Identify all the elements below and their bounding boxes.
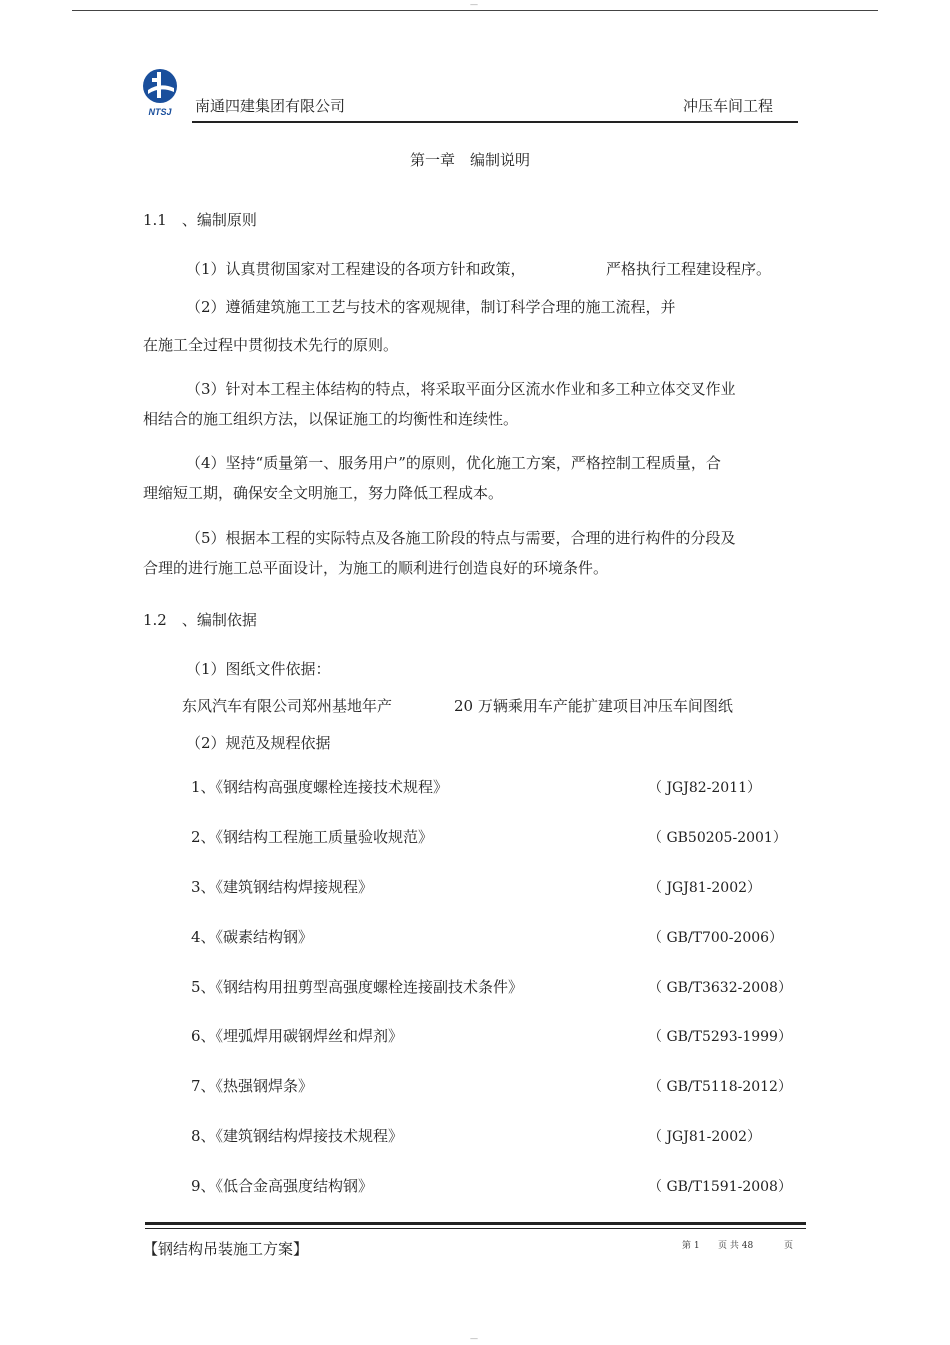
chapter-title: 第一章 编制说明 bbox=[410, 151, 531, 169]
standards-label: （2）规范及规程依据 bbox=[186, 734, 331, 752]
principle-5-line-1: （5）根据本工程的实际特点及各施工阶段的特点与需要，合理的进行构件的分段及 bbox=[186, 529, 736, 547]
project-name: 冲压车间工程 bbox=[683, 97, 774, 115]
standard-code: （ GB/T700-2006） bbox=[648, 930, 784, 946]
principle-4-line-1: （4）坚持“质量第一、服务用户”的原则，优化施工方案，严格控制工程质量，合 bbox=[186, 454, 721, 472]
bottom-mark: — bbox=[470, 1334, 478, 1343]
footer-page-total: 页 共 48 bbox=[718, 1241, 754, 1251]
standard-name: 9、《低合金高强度结构钢》 bbox=[191, 1177, 374, 1195]
standard-code: （ JGJ81-2002） bbox=[648, 880, 762, 896]
standard-code: （ GB/T5293-1999） bbox=[648, 1029, 792, 1045]
standard-code: （ GB/T5118-2012） bbox=[648, 1079, 792, 1095]
standard-name: 6、《埋弧焊用碳钢焊丝和焊剂》 bbox=[191, 1027, 404, 1045]
standard-code: （ GB50205-2001） bbox=[648, 830, 787, 846]
standard-name: 5、《钢结构用扭剪型高强度螺栓连接副技术条件》 bbox=[191, 978, 524, 996]
standard-code: （ JGJ81-2002） bbox=[648, 1129, 762, 1145]
footer-page-suffix: 页 bbox=[784, 1241, 794, 1251]
footer-rule-thin bbox=[145, 1228, 806, 1229]
company-name: 南通四建集团有限公司 bbox=[195, 97, 346, 115]
standard-code: （ GB/T1591-2008） bbox=[648, 1179, 792, 1195]
drawing-basis-part-b: 20 万辆乘用车产能扩建项目冲压车间图纸 bbox=[454, 697, 733, 715]
section-1-1-title: 1.1 、编制原则 bbox=[143, 211, 257, 229]
principle-2-line-2: 在施工全过程中贯彻技术先行的原则。 bbox=[143, 336, 399, 354]
top-rule bbox=[72, 10, 878, 11]
standard-name: 1、《钢结构高强度螺栓连接技术规程》 bbox=[191, 778, 449, 796]
principle-1-part-a: （1）认真贯彻国家对工程建设的各项方针和政策， bbox=[186, 260, 526, 278]
principle-3-line-1: （3）针对本工程主体结构的特点，将采取平面分区流水作业和多工种立体交叉作业 bbox=[186, 380, 736, 398]
standard-code: （ JGJ82-2011） bbox=[648, 780, 762, 796]
header-rule bbox=[192, 121, 798, 123]
standard-name: 2、《钢结构工程施工质量验收规范》 bbox=[191, 828, 434, 846]
top-mark: — bbox=[470, 0, 478, 9]
standard-name: 3、《建筑钢结构焊接规程》 bbox=[191, 878, 374, 896]
section-1-2-title: 1.2 、编制依据 bbox=[143, 611, 257, 629]
principle-1-part-b: 严格执行工程建设程序。 bbox=[606, 260, 772, 278]
standard-name: 4、《碳素结构钢》 bbox=[191, 928, 314, 946]
footer-doc-title: 【钢结构吊装施工方案】 bbox=[143, 1240, 309, 1258]
standard-name: 8、《建筑钢结构焊接技术规程》 bbox=[191, 1127, 404, 1145]
footer-page-number: 第 1 bbox=[682, 1241, 700, 1251]
principle-2-line-1: （2）遵循建筑施工工艺与技术的客观规律，制订科学合理的施工流程，并 bbox=[186, 298, 676, 316]
standard-name: 7、《热强钢焊条》 bbox=[191, 1077, 314, 1095]
standard-code: （ GB/T3632-2008） bbox=[648, 980, 792, 996]
drawing-basis-part-a: 东风汽车有限公司郑州基地年产 bbox=[182, 697, 393, 715]
principle-3-line-2: 相结合的施工组织方法，以保证施工的均衡性和连续性。 bbox=[143, 410, 519, 428]
svg-text:NTSJ: NTSJ bbox=[148, 107, 172, 117]
company-logo-icon bbox=[140, 68, 180, 118]
principle-5-line-2: 合理的进行施工总平面设计，为施工的顺利进行创造良好的环境条件。 bbox=[143, 559, 609, 577]
drawing-basis-label: （1）图纸文件依据： bbox=[186, 660, 331, 678]
footer-rule-thick bbox=[145, 1222, 806, 1225]
principle-4-line-2: 理缩短工期，确保安全文明施工，努力降低工程成本。 bbox=[143, 484, 504, 502]
